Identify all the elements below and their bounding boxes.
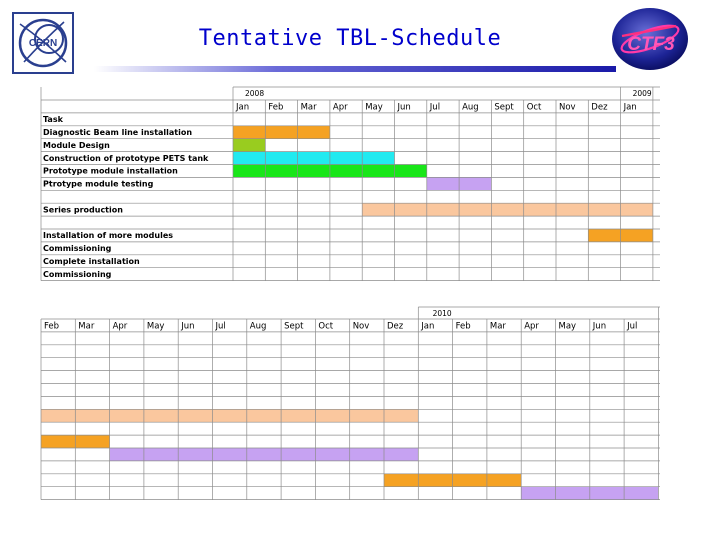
task-label: Complete installation	[43, 257, 140, 266]
task-bar	[41, 409, 418, 422]
task-label: Ptrotype module testing	[43, 179, 154, 189]
month-header: Nov	[559, 102, 576, 113]
month-header: Jul	[627, 321, 638, 332]
month-header: Oct	[318, 321, 334, 332]
month-header: Nov	[352, 321, 370, 332]
month-header: Feb	[44, 321, 60, 332]
month-header: Jan	[236, 102, 250, 113]
month-header: Jun	[592, 321, 607, 332]
month-header: Apr	[332, 102, 348, 113]
year-label: 2010	[432, 309, 452, 318]
month-header: Oct	[526, 102, 542, 113]
month-header: Jan	[623, 102, 637, 113]
month-header: Sept	[284, 321, 304, 332]
task-label: Commissioning	[43, 244, 112, 254]
month-header: Feb	[455, 321, 471, 332]
task-label: Prototype module installation	[43, 166, 178, 176]
month-header: Feb	[268, 102, 284, 113]
task-label: Module Design	[43, 140, 110, 150]
month-header: Mar	[300, 102, 317, 113]
task-label: Commissioning	[43, 269, 112, 279]
month-header: Jan	[421, 321, 435, 332]
month-header: Mar	[78, 321, 95, 332]
task-label: Task	[43, 115, 63, 125]
year-label: 2009	[632, 89, 652, 98]
task-label: Diagnostic Beam line installation	[43, 128, 193, 137]
cern-logo-text: CERN	[28, 38, 58, 49]
month-header: Jun	[181, 321, 195, 332]
month-header: Dez	[591, 102, 608, 113]
month-header: May	[558, 321, 577, 332]
month-header: May	[146, 321, 165, 332]
month-header: Apr	[524, 321, 539, 332]
task-bar	[110, 448, 419, 461]
month-header: Jun	[397, 102, 411, 113]
task-label: Installation of more modules	[43, 231, 174, 241]
month-header: May	[365, 102, 383, 113]
task-label: Construction of prototype PETS tank	[43, 153, 209, 163]
task-label: Series production	[43, 205, 123, 215]
page-title: Tentative TBL-Schedule	[198, 26, 502, 51]
year-label: 2008	[245, 89, 265, 98]
month-header: Jul	[429, 102, 441, 113]
month-header: Aug	[462, 102, 479, 113]
month-header: Dez	[387, 321, 404, 332]
month-header: Sept	[494, 102, 514, 113]
month-header: Aug	[249, 321, 267, 332]
month-header: Apr	[112, 321, 128, 332]
month-header: Mar	[489, 321, 506, 332]
month-header: Jul	[215, 321, 226, 332]
ctf3-logo-text: CTF3	[627, 34, 675, 55]
